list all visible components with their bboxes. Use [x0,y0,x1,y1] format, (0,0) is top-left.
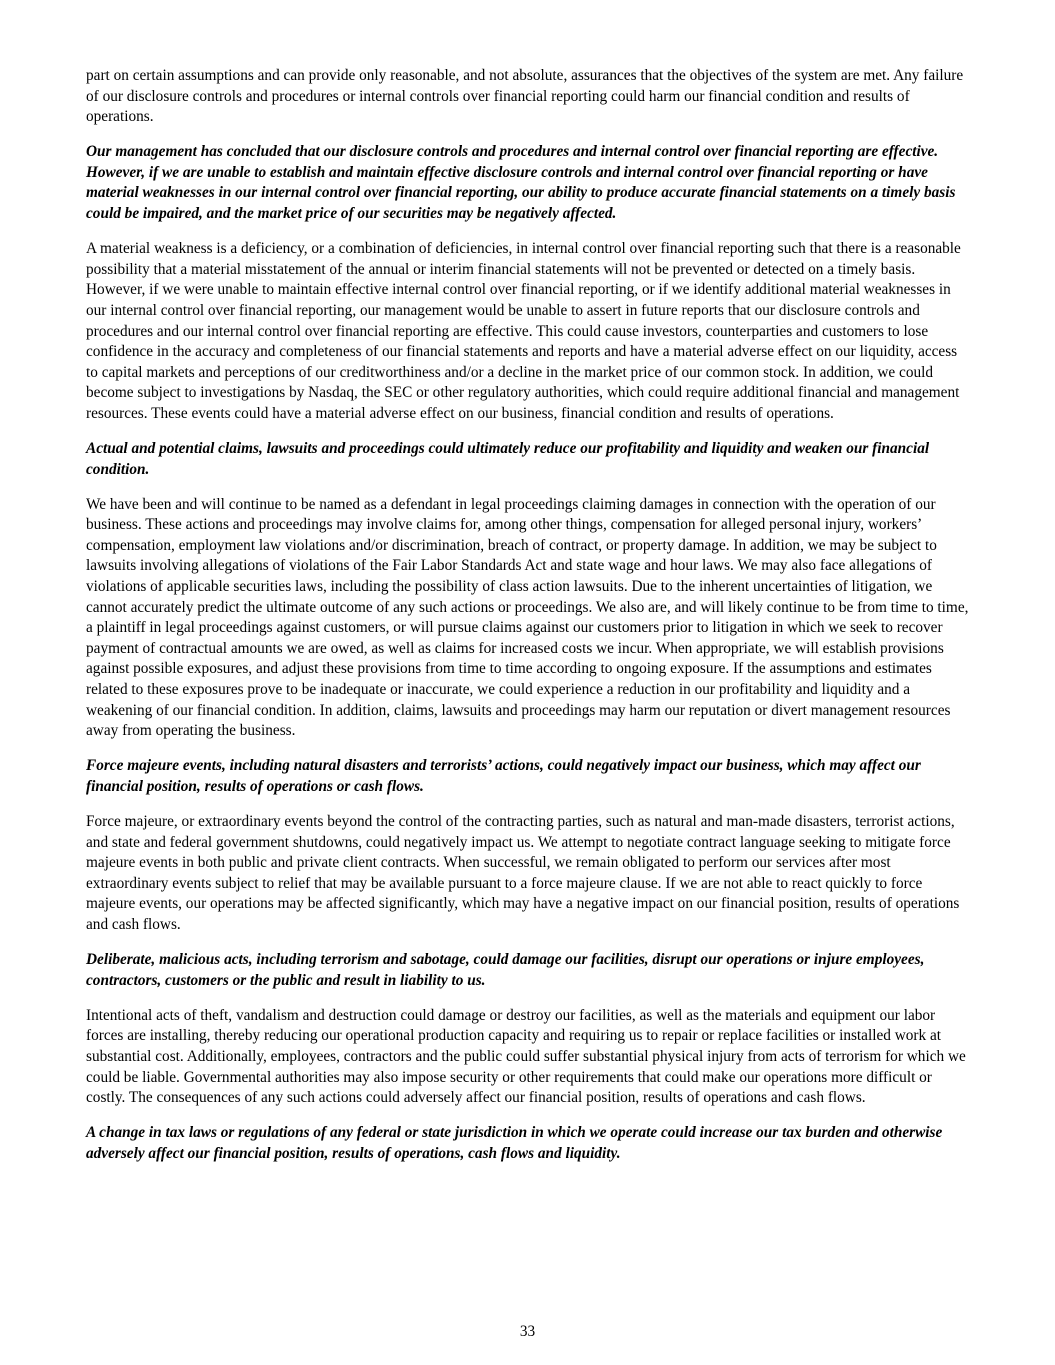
document-page [86,66,970,1179]
body-paragraph: A material weakness is a deficiency, or a combination of deficiencies, in internal control over financial reporting such that there is a reasonable possibility that a material misstatement of the annual or interim financial statements will not be prevented or detected on a timely basis. However, if we were unable to maintain effective internal control over financial reporting, or if we identify additional material weaknesses in our internal control over financial reporting, our management would be unable to assert in future reports that our disclosure controls and procedures and our internal control over financial reporting are effective. This could cause investors, counterparties and customers to lose confidence in the accuracy and completeness of our financial statements and reports and have a material adverse effect on our liquidity, access to capital markets and perceptions of our creditworthiness and/or a decline in the market price of our common stock. In addition, we could become subject to investigations by Nasdaq, the SEC or other regulatory authorities, which could require additional financial and management resources. These events could have a material adverse effect on our business, financial condition and results of operations. [86,240,961,422]
section-heading: A change in tax laws or regulations of any federal or state jurisdiction in which we operate could increase our tax burden and otherwise adversely affect our financial position, results of operations, cash flows and liquidity. [86,1124,943,1162]
body-paragraph: We have been and will continue to be named as a defendant in legal proceedings claiming damages in connection with the operation of our business. These actions and proceedings may involve claims for, among other things, compensation for alleged personal injury, workers’ compensation, employment law violations and/or discrimination, breach of contract, or property damage. In addition, we may be subject to lawsuits involving allegations of violations of the Fair Labor Standards Act and state wage and hour laws. We may also face allegations of violations of applicable securities laws, including the possibility of class action lawsuits. Due to the inherent uncertainties of litigation, we cannot accurately predict the ultimate outcome of any such actions or proceedings. We also are, and will likely continue to be from time to time, a plaintiff in legal proceedings against customers, or will pursue claims against our customers prior to litigation in which we seek to recover payment of contractual amounts we are owed, as well as claims for increased costs we incur. When appropriate, we will establish provisions against possible exposures, and adjust these provisions from time to time according to ongoing exposure. If the assumptions and estimates related to these exposures prove to be inadequate or inaccurate, we could experience a reduction in our profitability and liquidity and a weakening of our financial condition. In addition, claims, lawsuits and proceedings may harm our reputation or divert management resources away from operating the business. [86,495,969,740]
section-heading: Actual and potential claims, lawsuits and proceedings could ultimately reduce our profitability and liquidity and weaken our financial condition. [86,440,930,478]
section-heading: Force majeure events, including natural disasters and terrorists’ actions, could negatively impact our business, which may affect our financial position, results of operations or cash flows. [86,757,921,795]
page-number: 33 [519,1323,536,1340]
section-heading: Deliberate, malicious acts, including terrorism and sabotage, could damage our facilities, disrupt our operations or injure employees, contractors, customers or the public and result in liability to us. [86,951,925,989]
body-paragraph: part on certain assumptions and can provide only reasonable, and not absolute, assurances that the objectives of the system are met. Any failure of our disclosure controls and procedures or internal controls over financial reporting could harm our financial condition and results of operations. [86,67,964,126]
section-heading: Our management has concluded that our disclosure controls and procedures and internal control over financial reporting are effective. However, if we are unable to establish and maintain effective disclosure controls and internal control over financial reporting or have material weaknesses in our internal control over financial reporting, our ability to produce accurate financial statements on a timely basis could be impaired, and the market price of our securities may be negatively affected. [86,143,956,223]
body-paragraph: Force majeure, or extraordinary events beyond the control of the contracting parties, such as natural and man-made disasters, terrorist actions, and state and federal government shutdowns, could negatively impact us. We attempt to negotiate contract language seeking to mitigate force majeure events in both public and private client contracts. When successful, we remain obligated to perform our services after most extraordinary events subject to relief that may be available pursuant to a force majeure clause. If we are not able to react quickly to force majeure events, our operations may be affected significantly, which may have a negative impact on our financial position, results of operations and cash flows. [86,813,960,933]
body-paragraph: Intentional acts of theft, vandalism and destruction could damage or destroy our facilities, as well as the materials and equipment our labor forces are installing, thereby reducing our operational production capacity and requiring us to repair or replace facilities or installed work at substantial cost. Additionally, employees, contractors and the public could suffer substantial physical injury from acts of terrorism for which we could be liable. Governmental authorities may also impose security or other requirements that could make our operations more difficult or costly. The consequences of any such actions could adversely affect our financial position, results of operations and cash flows. [86,1006,966,1107]
